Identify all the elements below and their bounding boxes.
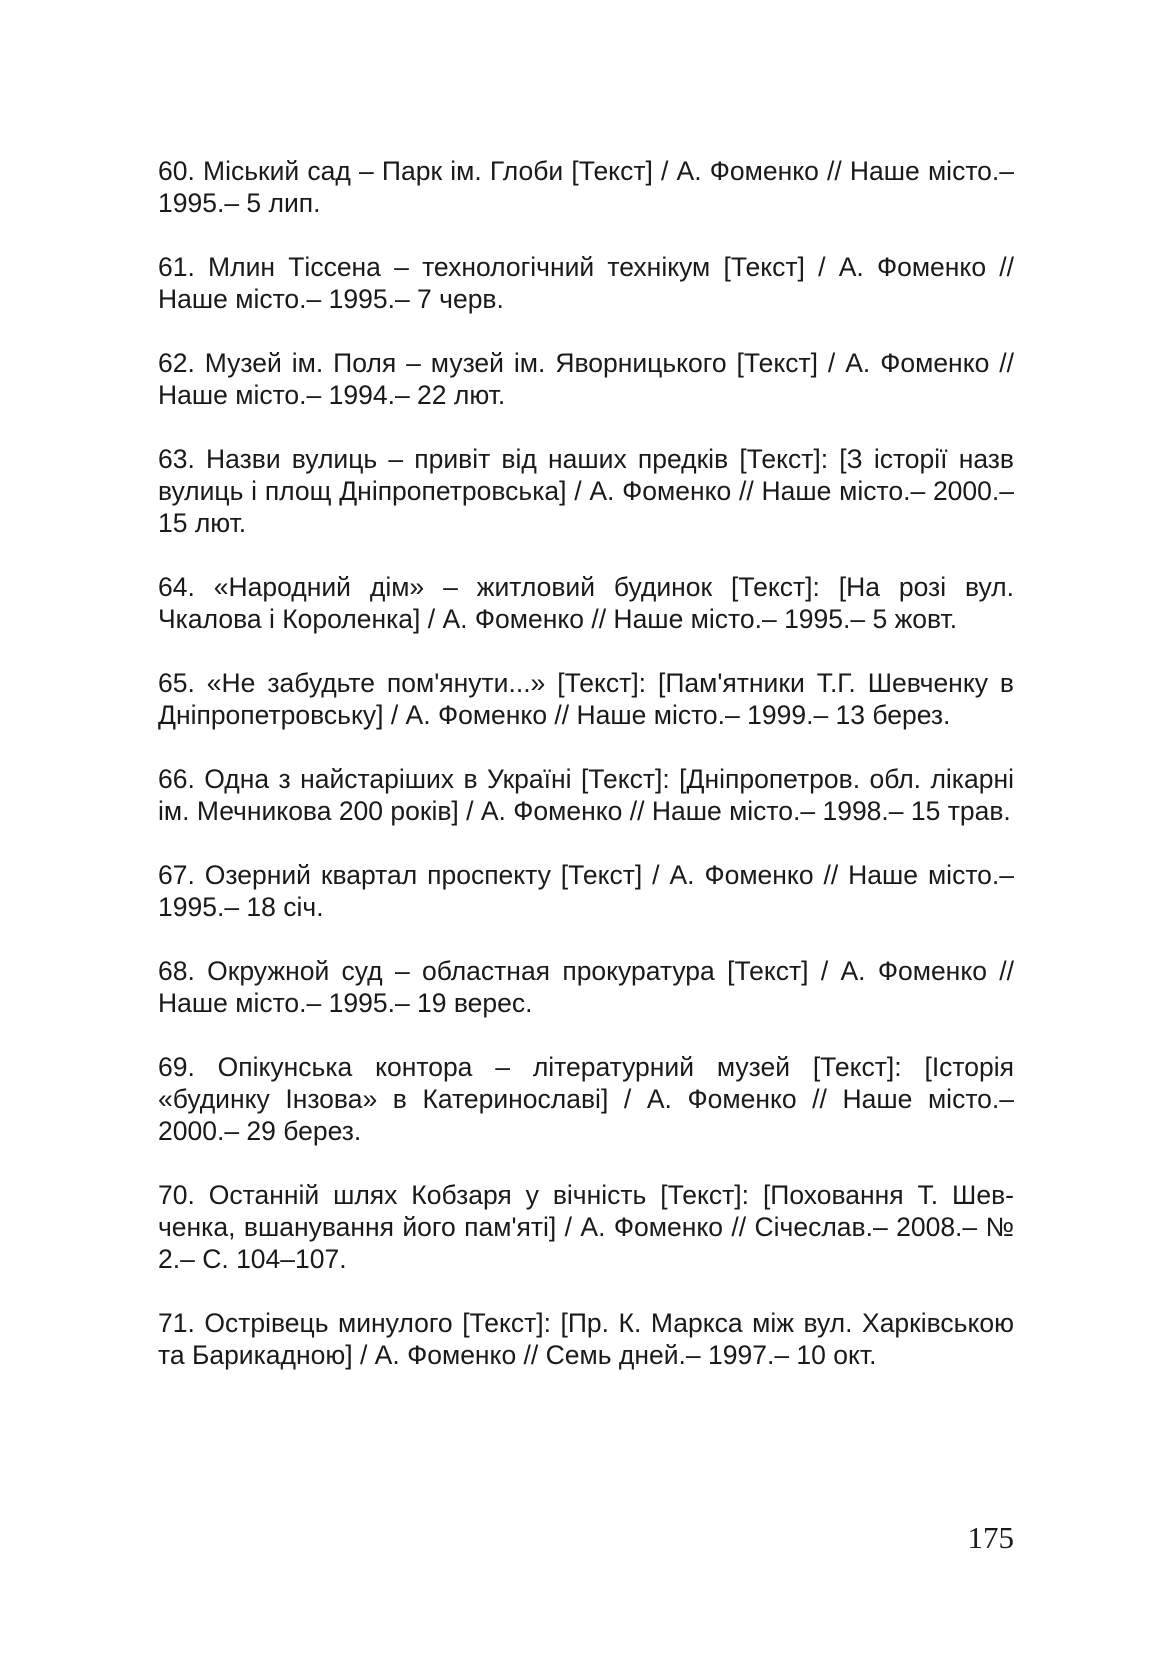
bibliography-entry-67: 67. Озерний квартал проспекту [Текст] / А. Фоменко // Наше місто.– 1995.– 18 січ. bbox=[158, 860, 1014, 922]
bibliography-entry-70: 70. Останній шлях Кобзаря у вічність [Текст]: [Поховання Т. Шевченка, вшанування його пам'яті] / А. Фоменко // Січеслав.– 2008.– № 2.– С. 104–107. bbox=[158, 1180, 1014, 1274]
bibliography-entry-64: 64. «Народний дім» – житловий будинок [Текст]: [На розі вул. Чкалова і Короленка] / А. Фоменко // Наше місто.– 1995.– 5 жовт. bbox=[158, 572, 1014, 634]
bibliography-entry-68: 68. Окружной суд – областная прокуратура [Текст] / А. Фоменко // Наше місто.– 1995.– 19 верес. bbox=[158, 956, 1014, 1018]
bibliography-list bbox=[158, 155, 1014, 1371]
bibliography-entry-63: 63. Назви вулиць – привіт від наших предків [Текст]: [З історії назв вулиць і площ Дніпропетровська] / А. Фоменко // Наше місто.– 2000.– 15 лют. bbox=[158, 444, 1014, 538]
bibliography-entry-62: 62. Музей ім. Поля – музей ім. Яворницького [Текст] / А. Фоменко // Наше місто.– 1994.– 22 лют. bbox=[158, 348, 1014, 410]
bibliography-entry-60: 60. Міський сад – Парк ім. Глоби [Текст] / А. Фоменко // Наше місто.– 1995.– 5 лип. bbox=[158, 156, 1014, 218]
bibliography-entry-61: 61. Млин Тіссена – технологічний технікум [Текст] / А. Фоменко // Наше місто.– 1995.– 7 черв. bbox=[158, 252, 1014, 314]
bibliography-entry-66: 66. Одна з найстаріших в Україні [Текст]: [Дніпропетров. обл. лікарні ім. Мечникова 200 років] / А. Фоменко // Наше місто.– 1998.– 15 трав. bbox=[158, 764, 1014, 826]
page-number: 175 bbox=[967, 1520, 1014, 1555]
bibliography-entry-69: 69. Опікунська контора – літературний музей [Текст]: [Історія «будинку Інзова» в Катеринославі] / А. Фоменко // Наше місто.– 2000.– 29 берез. bbox=[158, 1052, 1014, 1146]
bibliography-entry-71: 71. Острівець минулого [Текст]: [Пр. К. Маркса між вул. Харківською та Барикадною] / А. Фоменко // Семь дней.– 1997.– 10 окт. bbox=[158, 1308, 1014, 1370]
bibliography-entry-65: 65. «Не забудьте пом'янути...» [Текст]: [Пам'ятники Т.Г. Шевченку в Дніпропетровську] / А. Фоменко // Наше місто.– 1999.– 13 берез. bbox=[158, 668, 1014, 730]
